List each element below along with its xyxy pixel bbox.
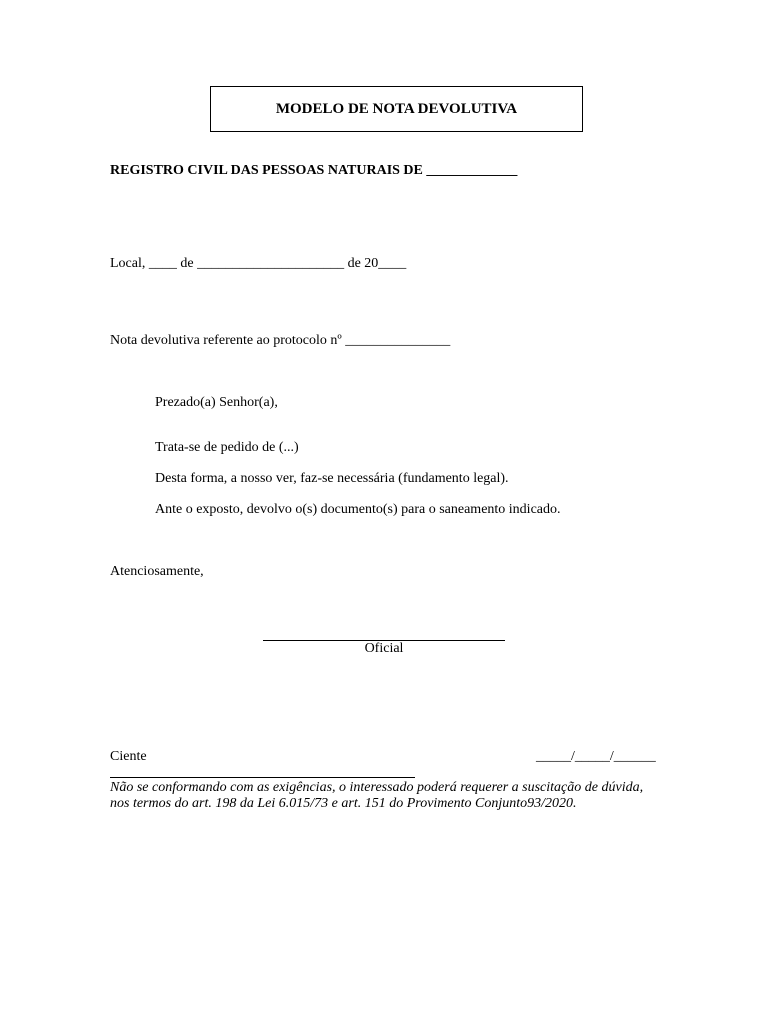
footer-note-line-1: Não se conformando com as exigências, o interessado poderá requerer a suscitação de dúvida, (110, 780, 644, 795)
paragraph-legal-basis: Desta forma, a nosso ver, faz-se necessária (fundamento legal). (155, 471, 509, 486)
ciente-signature-line (110, 777, 415, 778)
paragraph-request: Trata-se de pedido de (...) (155, 440, 299, 455)
signature-label: Oficial (364, 641, 404, 656)
ciente-label: Ciente (110, 749, 147, 764)
document-title-box (210, 86, 583, 132)
date-blank: _____/_____/______ (536, 749, 656, 764)
protocol-line: Nota devolutiva referente ao protocolo nº _______________ (110, 333, 451, 348)
closing: Atenciosamente, (110, 564, 204, 579)
footer-note-line-2: nos termos do art. 198 da Lei 6.015/73 e art. 151 do Provimento Conjunto93/2020. (110, 796, 577, 811)
registry-heading: REGISTRO CIVIL DAS PESSOAS NATURAIS DE _____________ (110, 163, 518, 178)
salutation: Prezado(a) Senhor(a), (155, 395, 278, 410)
document-title: MODELO DE NOTA DEVOLUTIVA (275, 100, 518, 117)
paragraph-return: Ante o exposto, devolvo o(s) documento(s) para o saneamento indicado. (155, 502, 561, 517)
local-date-line: Local, ____ de _____________________ de 20____ (110, 256, 407, 271)
